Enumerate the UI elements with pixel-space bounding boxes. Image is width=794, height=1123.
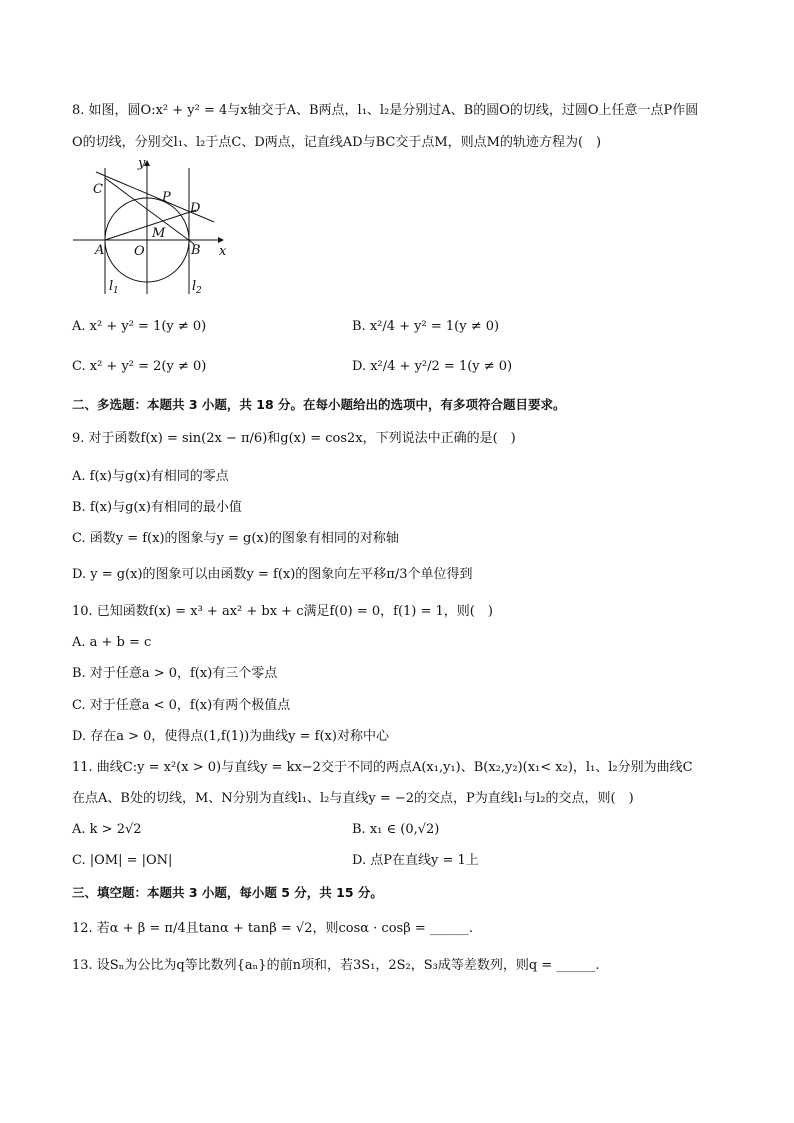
label-p: P <box>162 190 171 205</box>
q11-option-a: A. k > 2√2 <box>72 822 142 837</box>
q11-stem-line2: 在点A、B处的切线，M、N分别为直线l₁、l₂与直线y = −2的交点，P为直线l₁与l₂的交点，则( ) <box>72 791 634 806</box>
label-l1-sub: 1 <box>113 286 119 296</box>
q8-stem-line1: 8. 如图，圆O:x² + y² = 4与x轴交于A、B两点，l₁、l₂是分别过A、B的圆O的切线，过圆O上任意一点P作圆 <box>72 103 699 118</box>
label-c: C <box>93 182 103 197</box>
q11-stem-line1: 11. 曲线C:y = x²(x > 0)与直线y = kx−2交于不同的两点A(x₁,y₁)、B(x₂,y₂)(x₁< x₂)，l₁、l₂分别为曲线C <box>72 760 693 775</box>
q12-stem: 12. 若α + β = π/4且tanα + tanβ = √2，则cosα · cosβ = ______. <box>72 921 474 936</box>
q10-option-b: B. 对于任意a > 0，f(x)有三个零点 <box>72 666 278 681</box>
q9-option-b: B. f(x)与g(x)有相同的最小值 <box>72 500 242 515</box>
label-b: B <box>191 243 201 258</box>
q10-option-d: D. 存在a > 0，使得点(1,f(1))为曲线y = f(x)对称中心 <box>72 729 389 744</box>
q9-option-c: C. 函数y = f(x)的图象与y = g(x)的图象有相同的对称轴 <box>72 531 399 546</box>
label-d: D <box>190 201 201 216</box>
label-l2: l <box>192 279 197 294</box>
q11-option-d: D. 点P在直线y = 1上 <box>352 853 479 868</box>
q8-option-d: D. x²/4 + y²/2 = 1(y ≠ 0) <box>352 359 513 374</box>
x-axis-arrow <box>218 237 224 243</box>
q13-stem: 13. 设Sₙ为公比为q等比数列{aₙ}的前n项和，若3S₁，2S₂，S₃成等差数列，则q = ______. <box>72 958 600 973</box>
q9-option-a: A. f(x)与g(x)有相同的零点 <box>72 469 229 484</box>
label-l1: l <box>109 279 114 294</box>
line-bc <box>105 178 194 244</box>
section-2-heading: 二、多选题：本题共 3 小题，共 18 分。在每小题给出的选项中，有多项符合题目要求。 <box>72 397 566 412</box>
q10-stem: 10. 已知函数f(x) = x³ + ax² + bx + c满足f(0) = 0，f(1) = 1，则( ) <box>72 604 493 619</box>
q10-option-c: C. 对于任意a < 0，f(x)有两个极值点 <box>72 698 291 713</box>
q11-option-c: C. |OM| = |ON| <box>72 853 173 868</box>
label-m: M <box>152 226 166 241</box>
label-a: A <box>95 243 105 258</box>
label-o: O <box>134 244 145 259</box>
label-l2-sub: 2 <box>196 286 202 296</box>
q8-option-a: A. x² + y² = 1(y ≠ 0) <box>72 319 207 334</box>
q10-option-a: A. a + b = c <box>72 635 152 650</box>
q8-figure <box>68 156 238 298</box>
q9-stem: 9. 对于函数f(x) = sin(2x − π/6)和g(x) = cos2x，下列说法中正确的是( ) <box>72 431 516 446</box>
q8-option-c: C. x² + y² = 2(y ≠ 0) <box>72 359 207 374</box>
q11-option-b: B. x₁ ∈ (0,√2) <box>352 822 440 837</box>
label-x: x <box>219 244 227 259</box>
label-y: y <box>138 156 146 171</box>
section-3-heading: 三、填空题：本题共 3 小题，每小题 5 分，共 15 分。 <box>72 885 383 900</box>
q9-option-d: D. y = g(x)的图象可以由函数y = f(x)的图象向左平移π/3个单位得到 <box>72 567 473 582</box>
q8-option-b: B. x²/4 + y² = 1(y ≠ 0) <box>352 319 500 334</box>
q8-stem-line2: O的切线，分别交l₁、l₂于点C、D两点，记直线AD与BC交于点M，则点M的轨迹方程为( ) <box>72 135 602 150</box>
